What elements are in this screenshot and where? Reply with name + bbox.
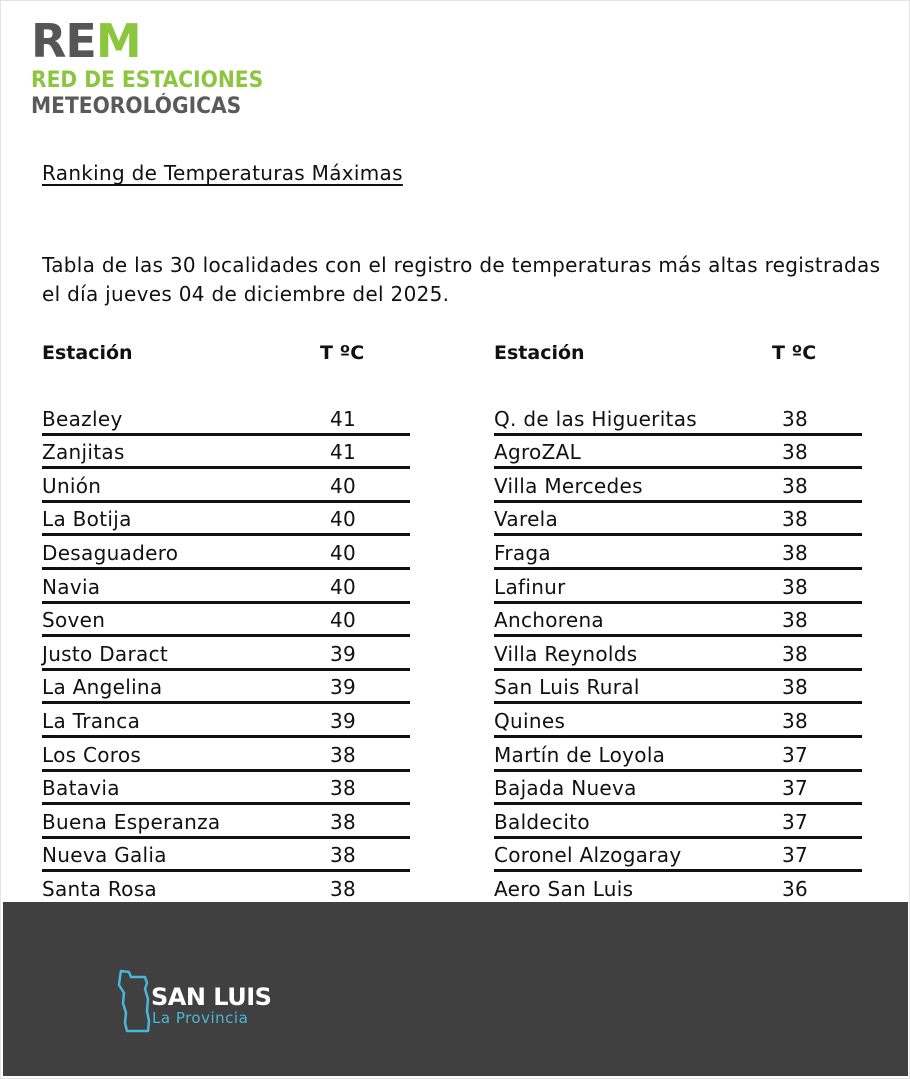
station-temp: 41 xyxy=(330,440,357,465)
station-name: La Botija xyxy=(42,507,132,532)
station-name: Fraga xyxy=(494,540,551,565)
rem-logo xyxy=(31,14,283,120)
table-header xyxy=(42,340,410,402)
station-temp: 40 xyxy=(330,473,357,498)
table-row xyxy=(494,738,862,772)
logo-line-2: RED DE ESTACIONES xyxy=(31,68,264,93)
station-name: Varela xyxy=(494,507,559,532)
station-temp: 40 xyxy=(330,574,357,599)
table-row xyxy=(494,570,862,604)
footer-brand: SAN LUIS xyxy=(151,983,272,1011)
table-row xyxy=(494,671,862,705)
station-name: Unión xyxy=(42,473,102,498)
table-row xyxy=(494,637,862,671)
table-row xyxy=(494,436,862,470)
table-row xyxy=(42,704,410,738)
table-row xyxy=(42,436,410,470)
station-name: Villa Mercedes xyxy=(494,473,643,498)
station-temp: 38 xyxy=(330,876,357,901)
station-name: Martín de Loyola xyxy=(494,742,666,767)
station-temp: 39 xyxy=(330,675,357,700)
station-temp: 37 xyxy=(782,809,809,834)
table-row xyxy=(42,637,410,671)
table-row xyxy=(494,604,862,638)
table-row xyxy=(494,772,862,806)
logo-line-3: METEOROLÓGICAS xyxy=(31,94,242,119)
header-station: Estación xyxy=(494,342,585,364)
header-temp: T ºC xyxy=(772,342,817,364)
station-name: Q. de las Higueritas xyxy=(494,406,697,431)
table-row xyxy=(494,536,862,570)
station-name: Desaguadero xyxy=(42,540,179,565)
station-temp: 39 xyxy=(330,641,357,666)
logo-wordmark xyxy=(31,14,283,68)
footer-band xyxy=(3,902,908,1076)
station-temp: 36 xyxy=(782,876,809,901)
station-name: AgroZAL xyxy=(494,440,582,465)
station-temp: 38 xyxy=(782,406,809,431)
station-name: Beazley xyxy=(42,406,123,431)
header-station: Estación xyxy=(42,342,133,364)
station-temp: 39 xyxy=(330,708,357,733)
province-map-icon xyxy=(115,969,155,1035)
description: Tabla de las 30 localidades con el registro de temperaturas más altas registradas el día jueves 04 de diciembre del 2025. xyxy=(42,253,881,306)
station-name: Justo Daract xyxy=(42,641,169,666)
page-title: Ranking de Temperaturas Máximas xyxy=(42,161,403,185)
station-name: Navia xyxy=(42,574,101,599)
footer-subtitle: La Provincia xyxy=(152,1009,249,1027)
station-name: Batavia xyxy=(42,776,120,801)
san-luis-logo xyxy=(115,969,275,1039)
logo-rem-gray: RE xyxy=(31,14,96,68)
station-name: Bajada Nueva xyxy=(494,776,637,801)
table-row xyxy=(42,805,410,839)
table-row xyxy=(42,604,410,638)
station-temp: 38 xyxy=(782,608,809,633)
station-name: Santa Rosa xyxy=(42,876,157,901)
station-temp: 38 xyxy=(782,440,809,465)
table-row xyxy=(494,872,862,906)
station-name: Coronel Alzogaray xyxy=(494,843,682,868)
table-row xyxy=(42,570,410,604)
station-name: Baldecito xyxy=(494,809,590,834)
station-temp: 38 xyxy=(782,507,809,532)
table-row xyxy=(494,839,862,873)
table-row xyxy=(494,469,862,503)
station-temp: 38 xyxy=(782,708,809,733)
station-temp: 38 xyxy=(330,742,357,767)
station-temp: 40 xyxy=(330,608,357,633)
station-temp: 38 xyxy=(330,776,357,801)
station-name: Villa Reynolds xyxy=(494,641,638,666)
station-temp: 38 xyxy=(782,675,809,700)
table-row xyxy=(494,402,862,436)
station-temp: 38 xyxy=(330,809,357,834)
table-row xyxy=(494,503,862,537)
table-row xyxy=(42,536,410,570)
station-name: Zanjitas xyxy=(42,440,125,465)
station-name: La Angelina xyxy=(42,675,163,700)
station-name: Anchorena xyxy=(494,608,604,633)
station-name: Lafinur xyxy=(494,574,566,599)
station-name: La Tranca xyxy=(42,708,141,733)
station-name: Aero San Luis xyxy=(494,876,634,901)
station-temp: 37 xyxy=(782,843,809,868)
ranking-table-right xyxy=(494,340,862,906)
station-temp: 40 xyxy=(330,540,357,565)
table-row xyxy=(494,805,862,839)
station-name: San Luis Rural xyxy=(494,675,640,700)
table-row xyxy=(42,872,410,906)
table-row xyxy=(42,671,410,705)
station-temp: 37 xyxy=(782,776,809,801)
station-temp: 38 xyxy=(782,641,809,666)
ranking-table-left xyxy=(42,340,410,906)
station-name: Nueva Galia xyxy=(42,843,167,868)
table-row xyxy=(42,738,410,772)
table-row xyxy=(42,772,410,806)
station-temp: 41 xyxy=(330,406,357,431)
station-temp: 38 xyxy=(782,540,809,565)
station-temp: 38 xyxy=(330,843,357,868)
table-row xyxy=(42,469,410,503)
station-temp: 38 xyxy=(782,473,809,498)
table-header xyxy=(494,340,862,402)
station-temp: 37 xyxy=(782,742,809,767)
station-temp: 38 xyxy=(782,574,809,599)
station-name: Quines xyxy=(494,708,566,733)
station-name: Buena Esperanza xyxy=(42,809,221,834)
station-temp: 40 xyxy=(330,507,357,532)
table-row xyxy=(42,503,410,537)
logo-rem-green: M xyxy=(95,14,141,68)
table-row xyxy=(42,402,410,436)
table-row xyxy=(42,839,410,873)
station-name: Los Coros xyxy=(42,742,142,767)
header-temp: T ºC xyxy=(320,342,365,364)
table-row xyxy=(494,704,862,738)
station-name: Soven xyxy=(42,608,106,633)
